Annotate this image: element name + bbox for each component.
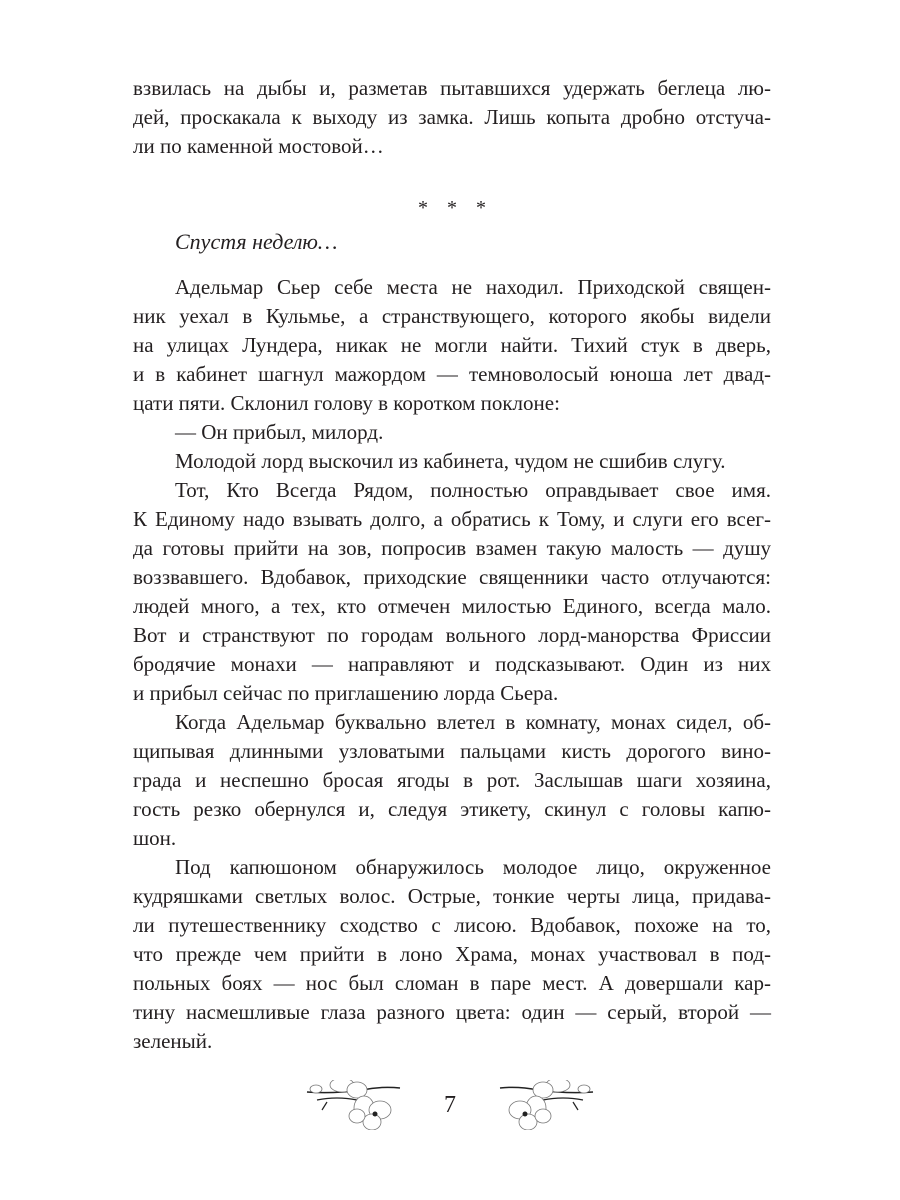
text-line: шон.: [133, 826, 177, 850]
text-line: Тот, Кто Всегда Рядом, полностью оправдывает свое имя.: [175, 478, 771, 502]
text-line: Когда Адельмар буквально влетел в комнату, монах сидел, об-: [175, 710, 771, 734]
text-line: людей много, а тех, кто отмечен милостью Единого, всегда мало.: [133, 594, 771, 618]
text-line: Молодой лорд выскочил из кабинета, чудом не сшибив слугу.: [175, 449, 726, 473]
text-line: на улицах Лундера, никак не могли найти. Тихий стук в дверь,: [133, 333, 771, 357]
text-line: польных боях — нос был сломан в паре мест. А довершали кар-: [133, 971, 771, 995]
text-line: Вот и странствуют по городам вольного лорд-манорства Фриссии: [133, 623, 771, 647]
text-line: — Он прибыл, милорд.: [175, 420, 384, 444]
text-line: что прежде чем прийти в лоно Храма, монах участвовал в под-: [133, 942, 771, 966]
text-line: Под капюшоном обнаружилось молодое лицо, окруженное: [175, 855, 771, 879]
text-line: зеленый.: [133, 1029, 213, 1053]
text-line: воззвавшего. Вдобавок, приходские священники часто отлучаются:: [133, 565, 771, 589]
text-line: и в кабинет шагнул мажордом — темноволосый юноша лет двад-: [133, 362, 771, 386]
scene-heading: Спустя неделю…: [175, 229, 338, 254]
text-line: ли путешественнику сходство с лисою. Вдобавок, похоже на то,: [133, 913, 771, 937]
paragraph: [133, 476, 771, 708]
text-line: и прибыл сейчас по приглашению лорда Сьера.: [133, 681, 559, 705]
text-line: дей, проскакала к выходу из замка. Лишь копыта дробно отстуча-: [133, 105, 771, 129]
text-line: цати пяти. Склонил голову в коротком поклоне:: [133, 391, 560, 415]
text-line: да готовы прийти на зов, попросив взамен такую малость — душу: [133, 536, 771, 560]
page-footer: [0, 1075, 900, 1135]
text-line: Адельмар Сьер себе места не находил. Приходской священ-: [175, 275, 771, 299]
text-line: бродячие монахи — направляют и подсказывают. Один из них: [133, 652, 771, 676]
magnolia-ornament-right-icon: [483, 1080, 598, 1130]
text-line: взвилась на дыбы и, разметав пытавшихся удержать беглеца лю-: [133, 76, 771, 100]
paragraph: [133, 74, 771, 161]
paragraph: [133, 708, 771, 853]
text-line: щипывая длинными узловатыми пальцами кисть дорогого вино-: [133, 739, 771, 763]
text-line: тину насмешливые глаза разного цвета: один — серый, второй —: [133, 1000, 771, 1024]
text-line: ли по каменной мостовой…: [133, 134, 384, 158]
text-line: кудряшками светлых волос. Острые, тонкие черты лица, придава-: [133, 884, 771, 908]
paragraph: [133, 447, 771, 476]
page-number: 7: [444, 1091, 456, 1118]
text-line: гость резко обернулся и, следуя этикету, скинул с головы капю-: [133, 797, 771, 821]
paragraph: [133, 418, 771, 447]
text-line: града и неспешно бросая ягоды в рот. Заслышав шаги хозяина,: [133, 768, 771, 792]
paragraph: [133, 853, 771, 1056]
text-line: ник уехал в Кульмье, а странствующего, которого якобы видели: [133, 304, 771, 328]
section-separator: * * *: [418, 197, 486, 219]
page-body: [133, 74, 771, 1056]
magnolia-ornament-left-icon: [302, 1080, 417, 1130]
paragraph: [133, 273, 771, 418]
text-line: К Единому надо взывать долго, а обратись к Тому, и слуги его всег-: [133, 507, 771, 531]
